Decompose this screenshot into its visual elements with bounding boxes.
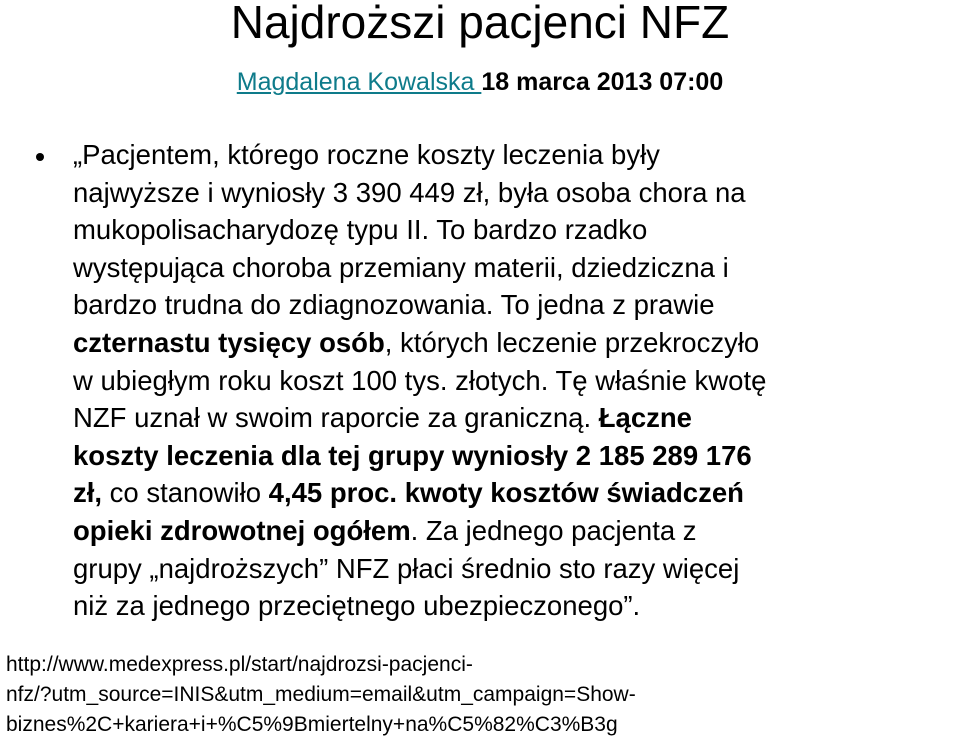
byline <box>0 66 960 98</box>
quote-line <box>73 399 953 437</box>
quote-run: bardzo trudna do zdiagnozowania. To jedna z prawie <box>73 289 715 321</box>
quote-bold-run: Łączne <box>598 402 692 434</box>
bullet-icon <box>36 153 44 161</box>
quote-line <box>73 136 953 174</box>
quote-run: „Pacjentem, którego roczne koszty leczenia były <box>73 139 660 170</box>
quote-run: co stanowiło <box>102 477 269 509</box>
quote-line <box>73 211 953 249</box>
page-title: Najdroższi pacjenci NFZ <box>230 0 730 48</box>
source-url-line: http://www.medexpress.pl/start/najdrozsi-pacjenci- <box>6 653 473 676</box>
quote-line <box>73 324 953 362</box>
source-url-line: biznes%2C+kariera+i+%C5%9Bmiertelny+na%C5%82%C3%B3g <box>6 713 618 736</box>
quote-run: NZF uznał w swoim raporcie za graniczną. <box>73 402 599 434</box>
quote-run: w ubiegłym roku koszt 100 tys. złotych. Tę właśnie kwotę <box>73 364 767 396</box>
quote-bold-run: czternastu tysięcy osób <box>73 326 385 358</box>
quote-line <box>73 362 953 400</box>
publish-date: 18 marca 2013 07:00 <box>481 68 724 96</box>
quote-run: , których leczenie przekroczyło <box>384 326 760 358</box>
quote-line <box>73 437 953 475</box>
author-link[interactable]: Magdalena Kowalska <box>236 68 482 96</box>
quote-line <box>73 587 953 625</box>
quote-run: mukopolisacharydozę typu II. To bardzo rzadko <box>73 214 648 246</box>
quote-bold-run: koszty leczenia dla tej grupy wyniosły 2 185 289 176 <box>73 439 752 471</box>
quote-run: najwyższe i wyniosły 3 390 449 zł, była osoba chora na <box>73 176 746 208</box>
quote-line <box>73 286 953 324</box>
quote-line <box>73 249 953 287</box>
quote-bold-run: 4,45 proc. kwoty kosztów świadczeń <box>268 477 744 509</box>
quote-line <box>73 512 953 550</box>
quote-line <box>73 474 953 512</box>
quote-run: niż za jednego przeciętnego ubezpieczonego”. <box>73 590 641 622</box>
quote-run: . Za jednego pacjenta z <box>410 514 697 546</box>
source-url <box>6 650 956 738</box>
quote-paragraph <box>73 136 953 625</box>
source-url-line: nfz/?utm_source=INIS&utm_medium=email&utm_campaign=Show- <box>6 683 636 706</box>
quote-line <box>73 174 953 212</box>
quote-bold-run: zł, <box>73 477 103 509</box>
quote-run: grupy „najdroższych” NFZ płaci średnio sto razy więcej <box>73 552 740 584</box>
quote-bold-run: opieki zdrowotnej ogółem <box>73 514 411 546</box>
quote-line <box>73 550 953 588</box>
quote-run: występująca choroba przemiany materii, dziedziczna i <box>73 251 729 283</box>
